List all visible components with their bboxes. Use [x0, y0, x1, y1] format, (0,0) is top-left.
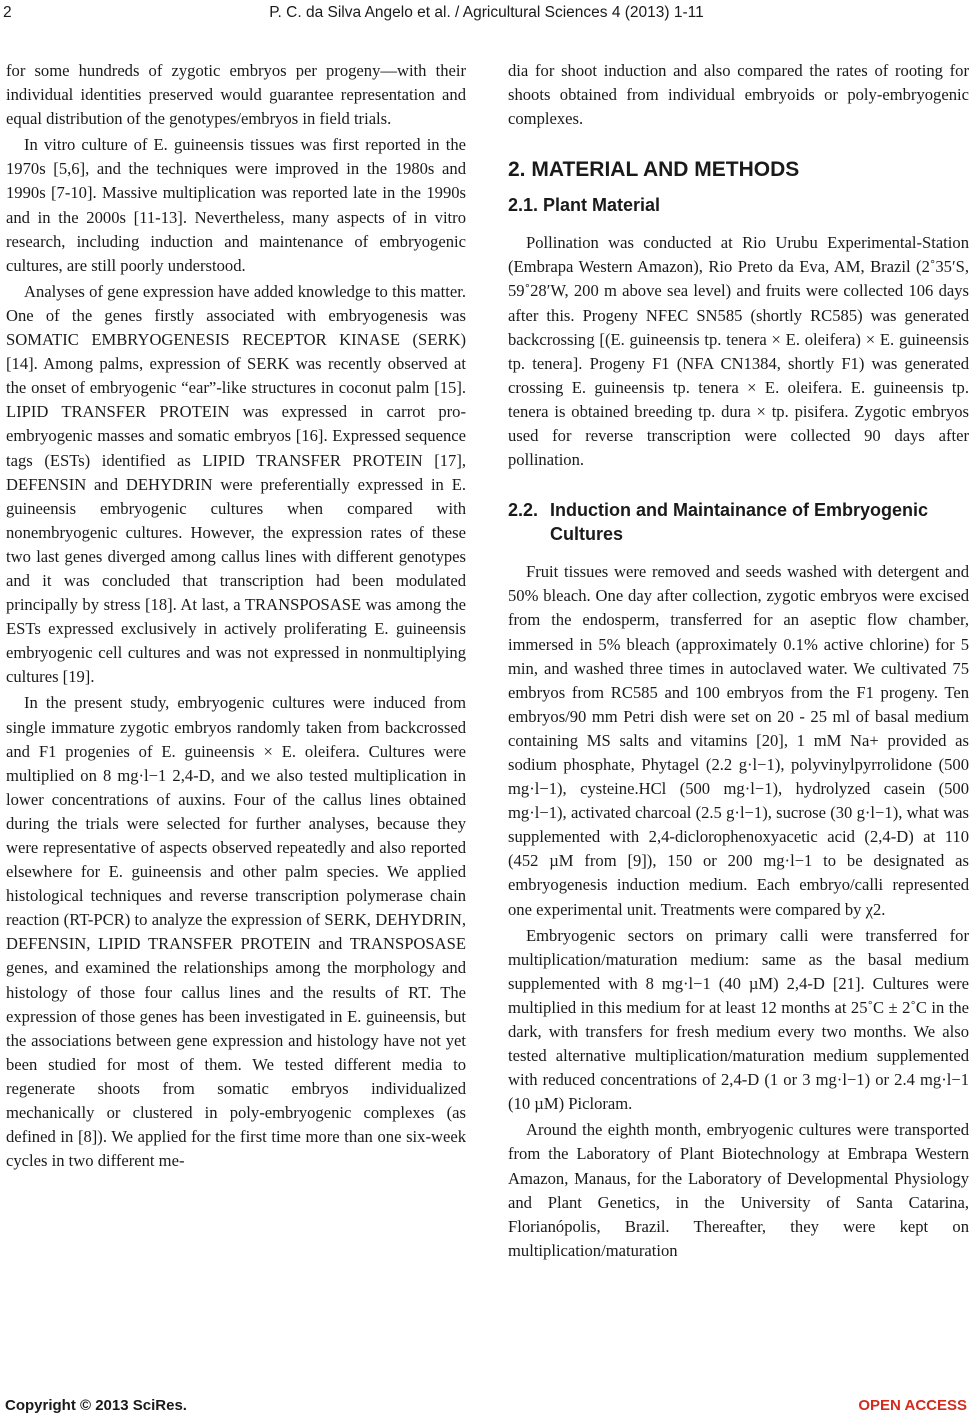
right-column	[508, 59, 969, 1263]
subsection-heading	[508, 498, 969, 546]
paragraph: Analyses of gene expression have added knowledge to this matter. One of the genes firstly associated with embryogenesis was SOMATIC EMBRYOGENESIS RECEPTOR KINASE (SERK) [14]. Among palms, expression of SERK was recently observed at the onset of embryogenic “ear”-like structures in coconut palm [15]. LIPID TRANSFER PROTEIN was expressed in carrot pro-embryogenic masses and somatic embryos [16]. Expressed sequence tags (ESTs) identified as LIPID TRANSFER PROTEIN [17], DEFENSIN and DEHYDRIN were preferentially expressed in E. guineensis embryogenic cultures when compared with nonembryogenic cultures. However, the expression rates of these two last genes diverged among callus lines with different genotypes and it was concluded that transcription had been modulated principally by stress [18]. At last, a TRANSPOSASE was among the ESTs expressed exclusively in actively proliferating E. guineensis embryogenic cell cultures and was not expressed in nonmultiplying cultures [19].	[6, 281, 466, 687]
paragraph: Pollination was conducted at Rio Urubu Experimental-Station (Embrapa Western Amazon), Rio Preto da Eva, AM, Brazil (2˚35′S, 59˚28′W, 200 m above sea level) and fruits were collected 106 days after this. Progeny NFEC SN585 (shortly RC585) was generated backcrossing [(E. guineensis tp. tenera × E. oleifera) × E. guineensis tp. tenera]. Progeny F1 (NFA CN1384, shortly F1) was generated crossing E. guineensis tp. tenera × E. oleifera. E. guineensis tp. tenera is obtained breeding tp. dura × tp. pisifera. Zygotic embryos used for reverse transcription were collected 90 days after pollination.	[508, 233, 969, 470]
paragraph: Around the eighth month, embryogenic cultures were transported from the Laboratory of Plant Biotechnology at Embrapa Western Amazon, Manaus, for the Laboratory of Developmental Physiology and Plant Genetics, in the University of Santa Catarina, Florianópolis, Brazil. Thereafter, they were kept on multiplication/maturation	[508, 1120, 969, 1260]
section-heading: 2. MATERIAL AND METHODS	[508, 158, 800, 182]
paragraph: Fruit tissues were removed and seeds washed with detergent and 50% bleach. One day after collection, zygotic embryos were excised from the endosperm, transferred for an aseptic flow chamber, immersed in 5% bleach (approximately 0.1% active chlorine) for 5 min, and washed three times in autoclaved water. We cultivated 75 embryos from RC585 and 100 embryos from the F1 progeny. Ten embryos/90 mm Petri dish were set on 20 - 25 ml of basal medium containing MS salts and vitamins [20], 1 mM Na+ provided as sodium phosphate, Phytagel (2.2 g·l−1), polyvinylpyrrolidone (500 mg·l−1), cysteine.HCl (500 mg·l−1), hydrolyzed casein (500 mg·l−1), activated charcoal (2.5 g·l−1), sucrose (30 g·l−1), what was supplemented with 2,4-diclorophenoxyacetic acid (2,4-D) at 110 (452 µM from [9]), 150 or 200 mg·l−1 to be designated as embryogenesis induction medium. Each embryo/calli represented one experimental unit. Treatments were compared by χ2.	[508, 562, 969, 919]
subsection-number: 2.2.	[508, 500, 539, 521]
running-header	[0, 4, 973, 26]
paragraph: Embryogenic sectors on primary calli were transferred for multiplication/maturation medium: same as the basal medium supplemented with 8 mg·l−1 (40 µM) 2,4-D [21]. Cultures were multiplied in this medium for at least 12 months at 25˚C ± 2˚C in the dark, with transfers for fresh medium every two months. We also tested alternative multiplication/maturation medium supplemented with reduced concentrations of 2,4-D (1 or 3 mg·l−1) or 2.4 mg·l−1 (10 µM) Picloram.	[508, 925, 969, 1114]
page-footer	[0, 1397, 973, 1417]
copyright-notice: Copyright © 2013 SciRes.	[5, 1397, 187, 1414]
paragraph: dia for shoot induction and also compared the rates of rooting for shoots obtained from individual embryoids or poly-embryogenic complexes.	[508, 61, 969, 129]
paragraph: In the present study, embryogenic cultures were induced from single immature zygotic embryos randomly taken from backcrossed and F1 progenies of E. guineensis × E. oleifera. Cultures were multiplied on 8 mg·l−1 2,4-D, and we also tested multiplication in lower concentrations of auxins. Four of the callus lines obtained during the trials were selected for further analyses, because they were representative of aspects observed repeatedly and also reported elsewhere for E. guineensis and other palm species. We applied histological techniques and reverse transcription polymerase chain reaction (RT-PCR) to analyze the expression of SERK, DEHYDRIN, DEFENSIN, LIPID TRANSFER PROTEIN and TRANSPOSASE genes, and examined the relationships among the morphology and histology of those four callus lines and the results of RT. The expression of those genes has been investigated in E. guineensis, but the associations between gene expression and histology have not yet been studied for most of them. We tested different media to regenerate shoots from somatic embryos individualized mechanically or clustered in poly-embryogenic complexes (as defined in [8]). We applied for the first time more than one six-week cycles in two different me-	[6, 693, 466, 1171]
subsection-title: Induction and Maintainance of Embryogenic Cultures	[550, 500, 929, 545]
left-column	[6, 59, 466, 1173]
open-access-badge: OPEN ACCESS	[858, 1397, 967, 1414]
running-title: P. C. da Silva Angelo et al. / Agricultural Sciences 4 (2013) 1-11	[269, 4, 704, 21]
paragraph: In vitro culture of E. guineensis tissues was first reported in the 1970s [5,6], and the techniques were improved in the 1980s and 1990s [7-10]. Massive multiplication was reported late in the 1990s and in the 2000s [11-13]. Nevertheless, many aspects of in vitro research, including induction and maintenance of embryogenic cultures, are still poorly understood.	[6, 135, 466, 275]
subsection-heading: 2.1. Plant Material	[508, 195, 661, 216]
paragraph: for some hundreds of zygotic embryos per progeny—with their individual identities preserved would guarantee representation and equal distribution of the genotypes/embryos in field trials.	[6, 61, 466, 129]
page-number: 2	[3, 4, 12, 21]
